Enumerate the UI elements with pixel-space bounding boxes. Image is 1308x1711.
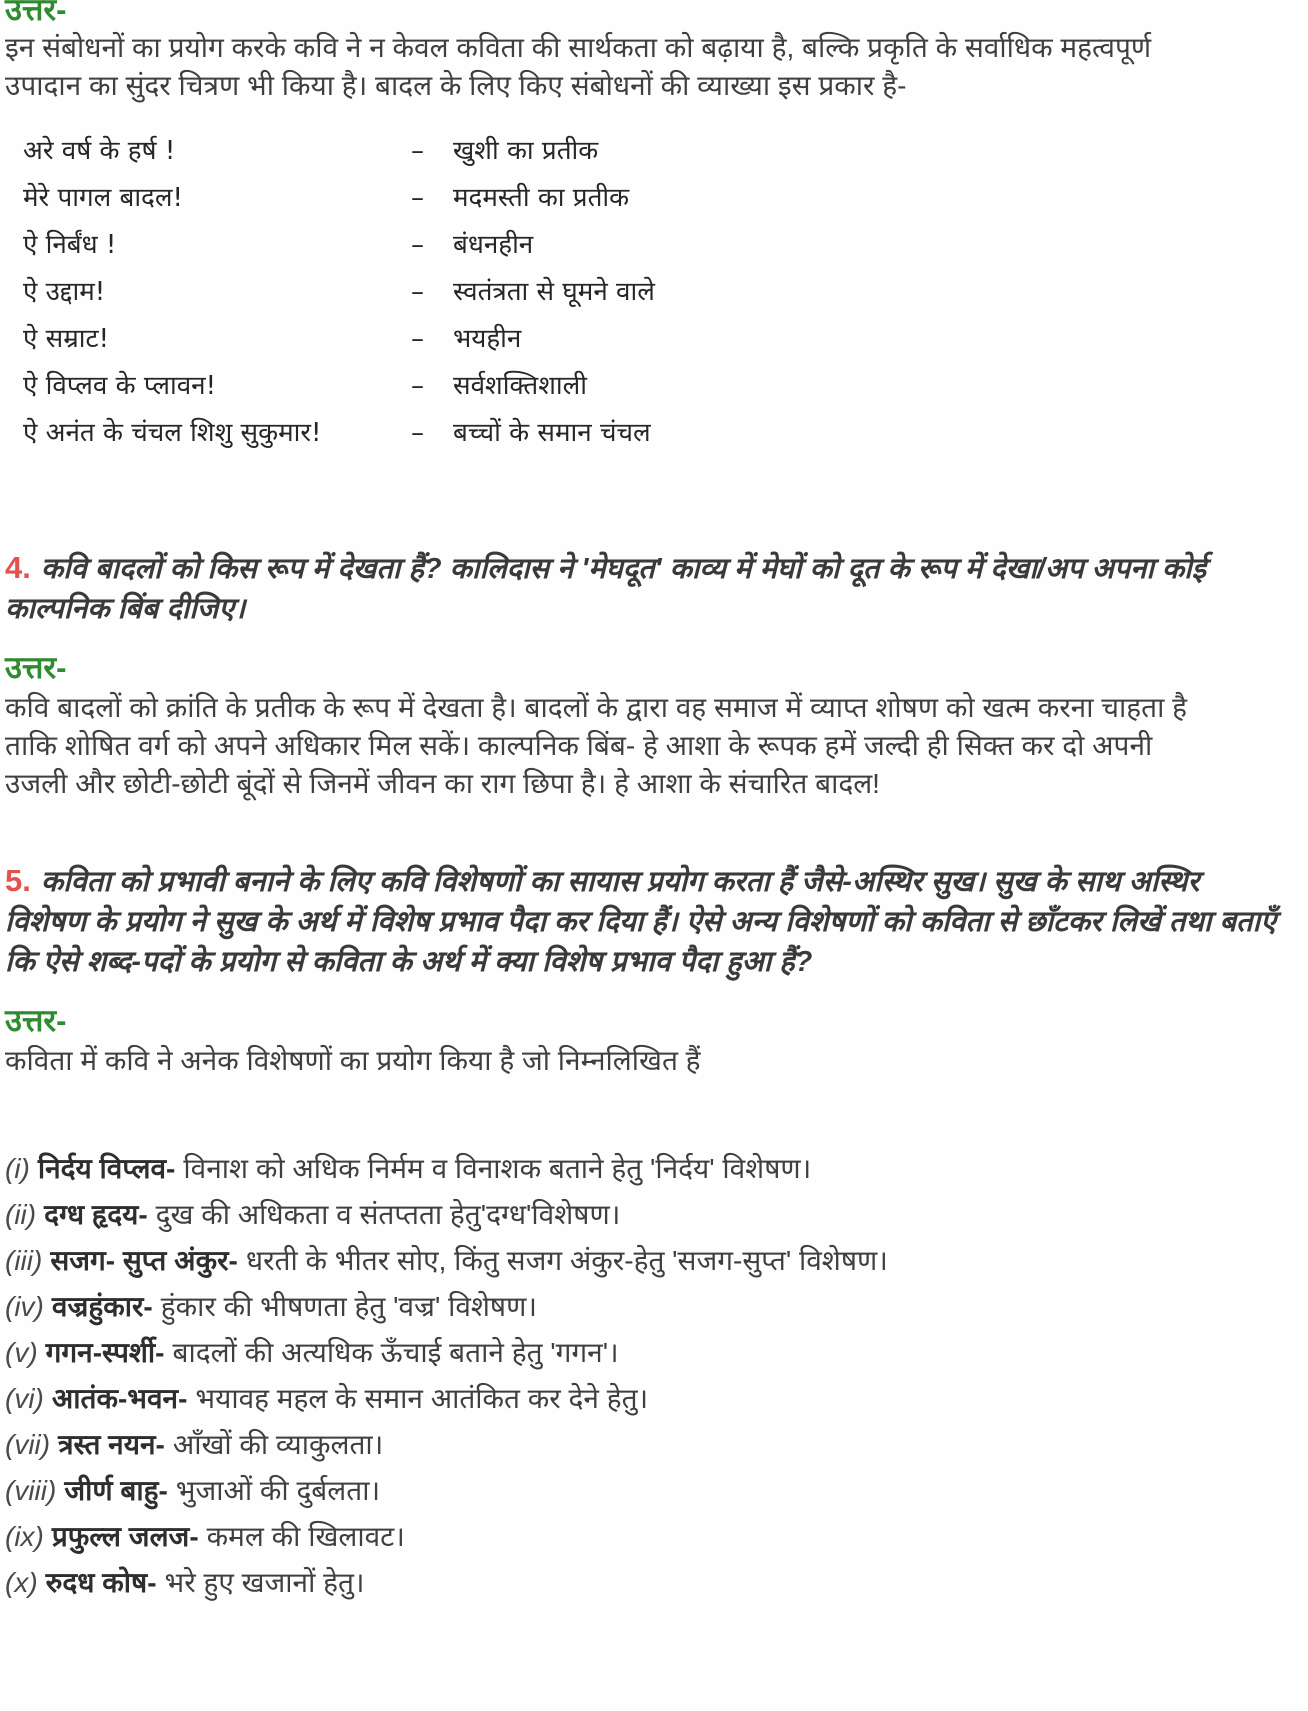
answer-4-paragraph: कवि बादलों को क्रांति के प्रतीक के रूप में देखता है। बादलों के द्वारा वह समाज में व्याप्त शोषण को खत्म करना चाहता है ताकि शोषित वर्ग को अपने अधिकार मिल सकें। काल्पनिक बिंब- हे आशा के रूपक हमें जल्दी ही सिक्त कर दो अपनी उजली और छोटी-छोटी बूंदों से जिनमें जीवन का राग छिपा है। हे आशा के संचारित बादल! [5, 692, 1187, 799]
sambodhan-meaning: खुशी का प्रतीक [453, 136, 599, 166]
sambodhan-left: ऐ अनंत के चंचल शिशु सुकुमार! [23, 418, 322, 448]
sambodhan-meaning: स्वतंत्रता से घूमने वाले [453, 277, 655, 307]
item-term: दग्ध हृदय- [44, 1199, 148, 1230]
item-desc: भयावह महल के समान आतंकित कर देने हेतु। [195, 1383, 649, 1414]
item-marker: (viii) [5, 1475, 57, 1506]
item-desc: हुंकार की भीषणता हेतु 'वज्र' विशेषण। [160, 1291, 537, 1322]
sambodhan-meaning: मदमस्ती का प्रतीक [453, 183, 630, 213]
table-row [23, 319, 1284, 366]
answer-label: उत्तर- [5, 650, 67, 685]
item-desc: कमल की खिलावट। [206, 1521, 405, 1552]
list-item [5, 1146, 1284, 1192]
answer-label: उत्तर- [5, 1003, 67, 1038]
item-marker: (vi) [5, 1383, 44, 1414]
question-4-text: कवि बादलों को किस रूप में देखता हैं? कालिदास ने 'मेघदूत' काव्य में मेघों को दूत के रूप में देखा/अप अपना कोई काल्पनिक बिंब दीजिए। [5, 553, 1206, 625]
sambodhan-table [23, 131, 1284, 460]
item-term: त्रस्त नयन- [58, 1429, 165, 1460]
item-term: प्रफुल्ल जलज- [51, 1521, 199, 1552]
table-row [23, 178, 1284, 225]
item-desc: आँखों की व्याकुलता। [172, 1429, 384, 1460]
dash-separator: – [411, 371, 424, 401]
item-desc: धरती के भीतर सोए, किंतु सजग अंकुर-हेतु 'सजग-सुप्त' विशेषण। [245, 1245, 888, 1276]
item-term: वज्रहुंकार- [51, 1291, 153, 1322]
list-item [5, 1514, 1284, 1560]
item-term: गगन-स्पर्शी- [45, 1337, 165, 1368]
item-desc: भुजाओं की दुर्बलता। [175, 1475, 381, 1506]
sambodhan-meaning: बंधनहीन [453, 230, 534, 260]
table-row [23, 225, 1284, 272]
item-desc: दुख की अधिकता व संतप्तता हेतु'दग्ध'विशेषण। [155, 1199, 621, 1230]
list-item [5, 1284, 1284, 1330]
list-item [5, 1376, 1284, 1422]
item-term: रुदध कोष- [45, 1567, 157, 1598]
list-item [5, 1468, 1284, 1514]
item-marker: (iv) [5, 1291, 44, 1322]
dash-separator: – [411, 183, 424, 213]
answer-label: उत्तर- [5, 0, 67, 27]
answer-5-intro: कविता में कवि ने अनेक विशेषणों का प्रयोग किया है जो निम्नलिखित हैं [5, 1045, 701, 1076]
sambodhan-meaning: भयहीन [453, 324, 522, 354]
item-desc: भरे हुए खजानों हेतु। [164, 1567, 365, 1598]
answer-paragraph: इन संबोधनों का प्रयोग करके कवि ने न केवल कविता की सार्थकता को बढ़ाया है, बल्कि प्रकृति के सर्वाधिक महत्वपूर्ण उपादान का सुंदर चित्रण भी किया है। बादल के लिए किए संबोधनों की व्याख्या इस प्रकार है- [5, 32, 1152, 101]
item-term: आतंक-भवन- [51, 1383, 188, 1414]
dash-separator: – [411, 230, 424, 260]
sambodhan-left: अरे वर्ष के हर्ष ! [23, 136, 176, 166]
sambodhan-meaning: सर्वशक्तिशाली [453, 371, 587, 401]
list-item [5, 1192, 1284, 1238]
sambodhan-meaning: बच्चों के समान चंचल [453, 418, 651, 448]
dash-separator: – [411, 136, 424, 166]
item-term: निर्दय विप्लव- [37, 1153, 176, 1184]
table-row [23, 272, 1284, 319]
sambodhan-left: मेरे पागल बादल! [23, 183, 183, 213]
item-marker: (x) [5, 1567, 38, 1598]
list-item [5, 1560, 1284, 1606]
question-4-number: 4. [5, 550, 31, 585]
item-marker: (i) [5, 1153, 30, 1184]
question-5-number: 5. [5, 863, 31, 898]
table-row [23, 131, 1284, 178]
item-desc: विनाश को अधिक निर्मम व विनाशक बताने हेतु 'निर्दय' विशेषण। [183, 1153, 812, 1184]
adjective-list [5, 1146, 1284, 1606]
list-item [5, 1238, 1284, 1284]
question-5-text: कविता को प्रभावी बनाने के लिए कवि विशेषणों का सायास प्रयोग करता हैं जैसे-अस्थिर सुख। सुख के साथ अस्थिर विशेषण के प्रयोग ने सुख के अर्थ में विशेष प्रभाव पैदा कर दिया हैं। ऐसे अन्य विशेषणों को कविता से छाँटकर लिखें तथा बताएँ कि ऐसे शब्द-पदों के प्रयोग से कविता के अर्थ में क्या विशेष प्रभाव पैदा हुआ हैं? [5, 866, 1277, 978]
dash-separator: – [411, 418, 424, 448]
table-row [23, 413, 1284, 460]
item-marker: (vii) [5, 1429, 51, 1460]
item-marker: (iii) [5, 1245, 43, 1276]
dash-separator: – [411, 277, 424, 307]
sambodhan-left: ऐ उद्दाम! [23, 277, 106, 307]
list-item [5, 1422, 1284, 1468]
question-5-heading [5, 861, 1284, 982]
item-marker: (ix) [5, 1521, 44, 1552]
item-term: जीर्ण बाहु- [64, 1475, 168, 1506]
list-item [5, 1330, 1284, 1376]
table-row [23, 366, 1284, 413]
item-term: सजग- सुप्त अंकुर- [50, 1245, 238, 1276]
sambodhan-left: ऐ निर्बंध ! [23, 230, 117, 260]
question-4-heading [5, 548, 1284, 629]
dash-separator: – [411, 324, 424, 354]
sambodhan-left: ऐ सम्राट! [23, 324, 110, 354]
item-desc: बादलों की अत्यधिक ऊँचाई बताने हेतु 'गगन'। [172, 1337, 619, 1368]
item-marker: (v) [5, 1337, 38, 1368]
item-marker: (ii) [5, 1199, 37, 1230]
sambodhan-left: ऐ विप्लव के प्लावन! [23, 371, 217, 401]
